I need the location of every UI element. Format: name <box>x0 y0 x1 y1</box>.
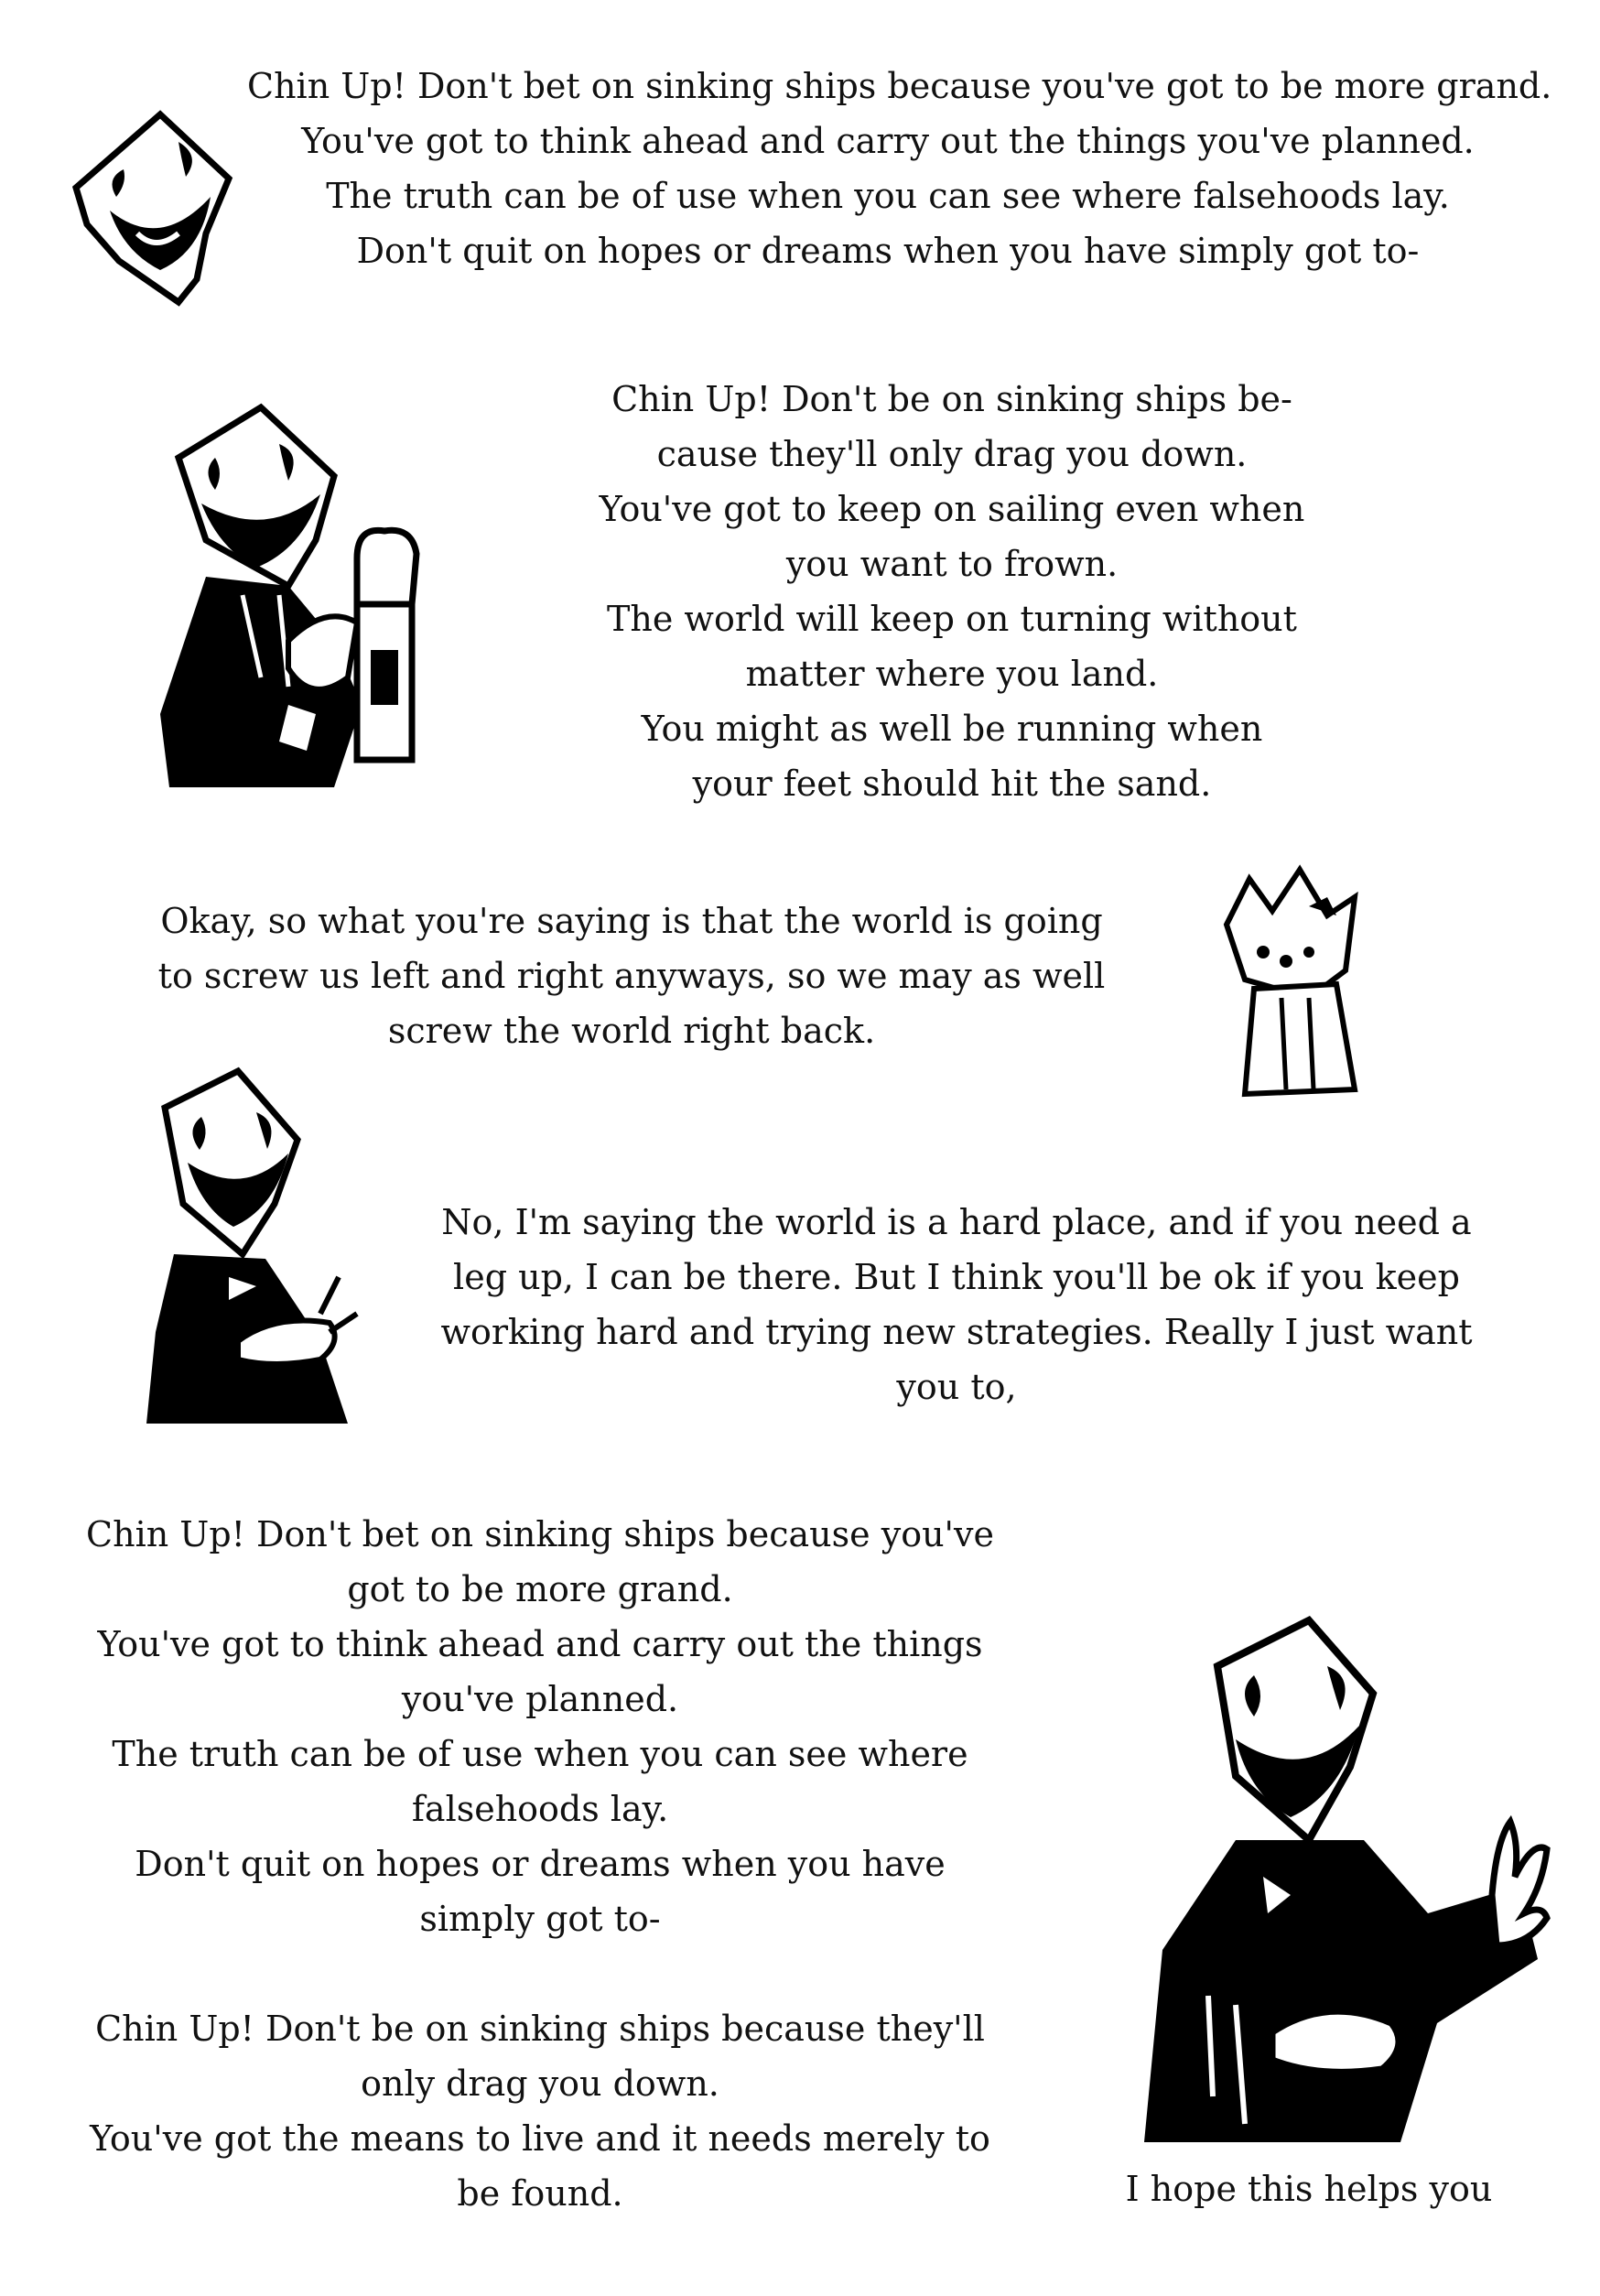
verse-line: screw the world right back. <box>387 1011 876 1051</box>
verse-line: leg up, I can be there. But I think you'll be ok if you keep <box>453 1257 1460 1297</box>
verse-line: got to be more grand. <box>347 1569 733 1609</box>
crowned-listener-icon <box>1208 861 1382 1099</box>
verse-line: be found. <box>457 2173 623 2214</box>
verse-line: Don't quit on hopes or dreams when you have <box>135 1844 946 1884</box>
verse-line: You've got the means to live and it needs merely to <box>90 2118 990 2159</box>
verse-line: The truth can be of use when you can see where falsehoods lay. <box>326 176 1450 216</box>
masked-figure-wave-icon <box>1126 1611 1556 2151</box>
verse-2 <box>568 372 1336 811</box>
verse-line: you to, <box>896 1367 1017 1407</box>
closing-line: I hope this helps you <box>1125 2169 1493 2209</box>
verse-line: falsehoods lay. <box>411 1789 669 1829</box>
verse-line: Chin Up! Don't be on sinking ships be- <box>611 379 1292 419</box>
verse-3 <box>55 1507 1025 1946</box>
verse-line: The world will keep on turning without <box>607 599 1297 639</box>
verse-1 <box>247 59 1552 278</box>
verse-line: only drag you down. <box>361 2063 719 2104</box>
verse-line: Chin Up! Don't bet on sinking ships because you've got to be more grand. <box>247 66 1552 106</box>
verse-line: simply got to- <box>419 1899 661 1939</box>
masked-figure-fist-icon <box>151 403 471 796</box>
verse-line: You've got to keep on sailing even when <box>599 489 1305 529</box>
masked-figure-hands-icon <box>137 1067 366 1428</box>
answer-text <box>430 1195 1483 1414</box>
verse-line: Don't quit on hopes or dreams when you have simply got to- <box>356 231 1420 271</box>
verse-line: you want to frown. <box>785 544 1119 584</box>
verse-line: Okay, so what you're saying is that the world is going <box>160 901 1103 941</box>
verse-line: matter where you land. <box>745 654 1159 694</box>
verse-line: You might as well be running when <box>641 709 1263 749</box>
verse-line: You've got to think ahead and carry out the things you've planned. <box>301 121 1475 161</box>
closing-text <box>1080 2161 1538 2216</box>
verse-line: cause they'll only drag you down. <box>656 434 1248 474</box>
verse-line: No, I'm saying the world is a hard place, and if you need a <box>441 1202 1472 1242</box>
verse-line: your feet should hit the sand. <box>692 764 1212 804</box>
verse-4 <box>55 2001 1025 2221</box>
verse-line: to screw us left and right anyways, so we may as well <box>157 956 1106 996</box>
verse-line: The truth can be of use when you can see where <box>112 1734 968 1774</box>
reply-text <box>137 893 1126 1058</box>
verse-line: working hard and trying new strategies. Really I just want <box>440 1312 1473 1352</box>
masked-figure-head-icon <box>69 105 243 307</box>
verse-line: You've got to think ahead and carry out the things <box>97 1624 983 1664</box>
verse-line: Chin Up! Don't bet on sinking ships because you've <box>86 1514 994 1554</box>
verse-line: Chin Up! Don't be on sinking ships because they'll <box>95 2009 985 2049</box>
verse-line: you've planned. <box>401 1679 679 1719</box>
